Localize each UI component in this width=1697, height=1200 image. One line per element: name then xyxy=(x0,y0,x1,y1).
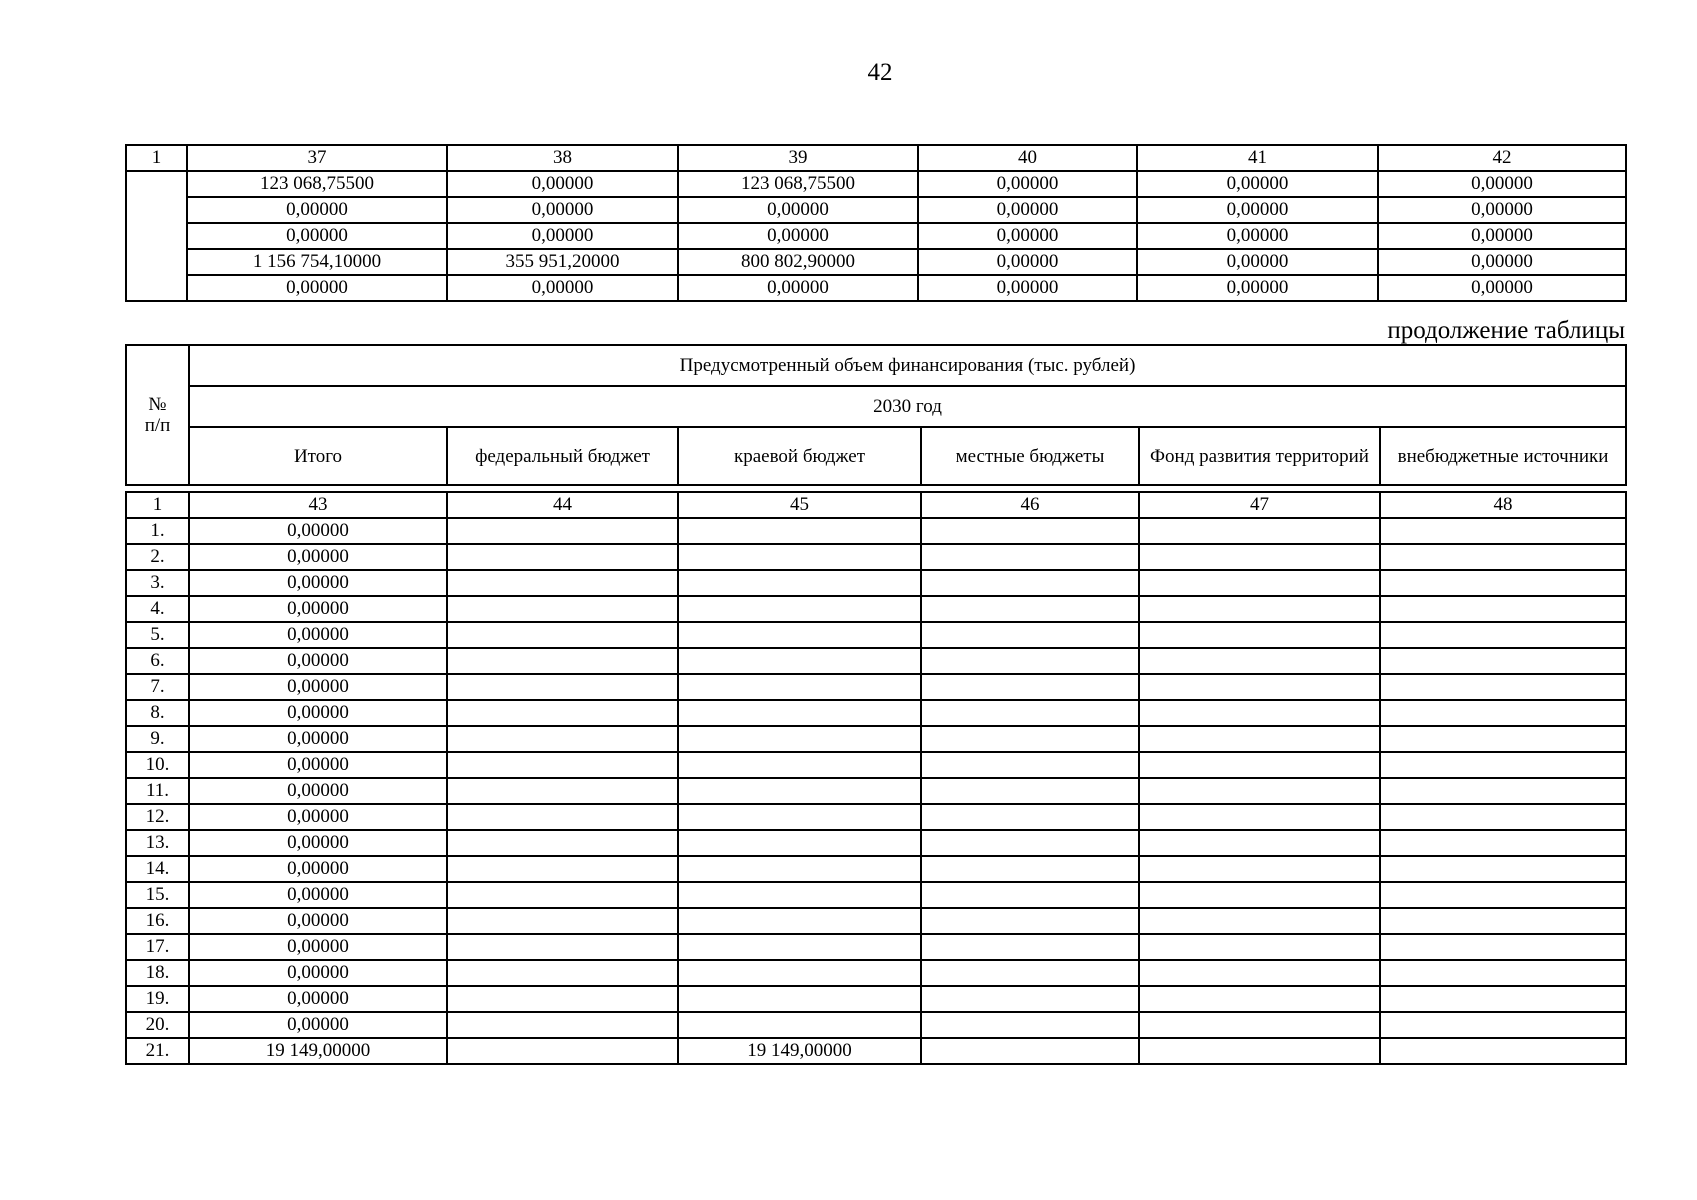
table-cell: 0,00000 xyxy=(189,726,447,752)
data-table xyxy=(125,491,1627,1065)
table-cell: 0,00000 xyxy=(918,249,1137,275)
column-number: 39 xyxy=(678,145,918,171)
table-cell: 0,00000 xyxy=(1378,171,1626,197)
table-cell xyxy=(921,674,1139,700)
table-cell xyxy=(1380,830,1626,856)
table-cell: 0,00000 xyxy=(187,197,447,223)
table-cell: 0,00000 xyxy=(1137,171,1378,197)
table-cell: 0,00000 xyxy=(447,275,678,301)
table-cell xyxy=(447,778,678,804)
table-cell xyxy=(921,856,1139,882)
column-number: 41 xyxy=(1137,145,1378,171)
row-number-cell: 18. xyxy=(126,960,189,986)
table-cell xyxy=(921,518,1139,544)
table-cell: 0,00000 xyxy=(1378,197,1626,223)
table-cell xyxy=(1380,752,1626,778)
table-cell xyxy=(1139,960,1380,986)
table-row xyxy=(126,275,1626,301)
column-number: 47 xyxy=(1139,492,1380,518)
table-cell: 123 068,75500 xyxy=(678,171,918,197)
table-cell xyxy=(678,700,921,726)
table-cell xyxy=(921,882,1139,908)
table-cell: 0,00000 xyxy=(189,648,447,674)
table-cell: 0,00000 xyxy=(187,275,447,301)
table-cell xyxy=(1139,830,1380,856)
table-cell: 0,00000 xyxy=(1137,223,1378,249)
table-cell: 0,00000 xyxy=(189,622,447,648)
table-cell xyxy=(447,622,678,648)
table-cell xyxy=(1139,882,1380,908)
column-header-total: Итого xyxy=(189,427,447,485)
table-cell: 0,00000 xyxy=(189,830,447,856)
header-table xyxy=(125,344,1627,486)
table-row xyxy=(126,778,1626,804)
table-cell xyxy=(447,648,678,674)
table-cell xyxy=(1139,700,1380,726)
table-cell xyxy=(1380,882,1626,908)
table-row xyxy=(126,197,1626,223)
column-number: 46 xyxy=(921,492,1139,518)
table-cell xyxy=(1380,986,1626,1012)
table-cell: 800 802,90000 xyxy=(678,249,918,275)
table-row xyxy=(126,622,1626,648)
table-row xyxy=(126,934,1626,960)
table-row xyxy=(126,882,1626,908)
column-number: 40 xyxy=(918,145,1137,171)
table-row xyxy=(126,570,1626,596)
table-cell xyxy=(921,934,1139,960)
table-row xyxy=(126,1012,1626,1038)
table-cell: 0,00000 xyxy=(187,223,447,249)
table-cell xyxy=(678,856,921,882)
table-cell xyxy=(447,544,678,570)
table-cell xyxy=(1139,596,1380,622)
table-cell: 0,00000 xyxy=(1378,249,1626,275)
table-cell xyxy=(1139,856,1380,882)
row-number-cell: 3. xyxy=(126,570,189,596)
table-cell xyxy=(447,752,678,778)
column-header-territory-fund: Фонд развития территорий xyxy=(1139,427,1380,485)
table-cell xyxy=(447,830,678,856)
column-number: 1 xyxy=(126,145,187,171)
table-row xyxy=(126,171,1626,197)
table-cell xyxy=(1139,986,1380,1012)
table-cell xyxy=(1380,700,1626,726)
table-cell: 0,00000 xyxy=(189,804,447,830)
table-cell: 19 149,00000 xyxy=(189,1038,447,1064)
table-cell xyxy=(678,830,921,856)
table-cell xyxy=(678,908,921,934)
table-cell xyxy=(1139,1038,1380,1064)
year-header: 2030 год xyxy=(189,386,1626,427)
table-cell xyxy=(1139,804,1380,830)
table-cell xyxy=(447,518,678,544)
table-row xyxy=(126,223,1626,249)
table-cell: 0,00000 xyxy=(918,197,1137,223)
column-header-local: местные бюджеты xyxy=(921,427,1139,485)
row-number-cell: 12. xyxy=(126,804,189,830)
table-cell: 0,00000 xyxy=(189,960,447,986)
table-cell xyxy=(678,544,921,570)
table-cell xyxy=(447,882,678,908)
table-cell xyxy=(447,804,678,830)
column-number: 1 xyxy=(126,492,189,518)
table-cell: 19 149,00000 xyxy=(678,1038,921,1064)
table-row xyxy=(126,596,1626,622)
table-row xyxy=(126,908,1626,934)
table-cell xyxy=(921,648,1139,674)
table-cell xyxy=(1139,934,1380,960)
table-cell: 0,00000 xyxy=(678,197,918,223)
top-table-number-row xyxy=(126,145,1626,171)
table-cell xyxy=(678,518,921,544)
table-cell xyxy=(1139,908,1380,934)
table-cell: 0,00000 xyxy=(678,275,918,301)
row-number-cell: 4. xyxy=(126,596,189,622)
table-cell xyxy=(447,960,678,986)
table-cell xyxy=(921,596,1139,622)
table-cell: 0,00000 xyxy=(1137,197,1378,223)
table-cell xyxy=(447,596,678,622)
table-cell xyxy=(678,726,921,752)
top-table xyxy=(125,144,1627,302)
table-cell xyxy=(1139,752,1380,778)
table-cell xyxy=(921,1038,1139,1064)
table-cell xyxy=(921,622,1139,648)
table-cell xyxy=(1380,518,1626,544)
table-cell xyxy=(678,622,921,648)
table-cell: 123 068,75500 xyxy=(187,171,447,197)
column-number: 42 xyxy=(1378,145,1626,171)
table-cell xyxy=(678,934,921,960)
table-cell: 0,00000 xyxy=(189,752,447,778)
column-number: 44 xyxy=(447,492,678,518)
row-number-cell: 14. xyxy=(126,856,189,882)
table-cell xyxy=(447,700,678,726)
table-row xyxy=(126,249,1626,275)
table-cell xyxy=(1380,934,1626,960)
table-cell xyxy=(921,908,1139,934)
table-cell xyxy=(678,752,921,778)
table-cell xyxy=(678,1012,921,1038)
row-number-cell: 8. xyxy=(126,700,189,726)
table-cell: 0,00000 xyxy=(1378,223,1626,249)
table-cell xyxy=(678,960,921,986)
row-number-cell: 5. xyxy=(126,622,189,648)
table-cell: 1 156 754,10000 xyxy=(187,249,447,275)
number-header: № п/п xyxy=(126,345,189,485)
table-cell: 0,00000 xyxy=(189,856,447,882)
table-cell: 0,00000 xyxy=(189,544,447,570)
table-row xyxy=(126,544,1626,570)
table-cell xyxy=(447,908,678,934)
table-cell xyxy=(1380,804,1626,830)
table-cell xyxy=(447,1038,678,1064)
table-cell xyxy=(447,1012,678,1038)
row-number-cell xyxy=(126,171,187,301)
table-cell xyxy=(1139,778,1380,804)
page-number: 42 xyxy=(867,59,893,86)
table-cell: 0,00000 xyxy=(189,778,447,804)
column-number: 38 xyxy=(447,145,678,171)
row-number-cell: 7. xyxy=(126,674,189,700)
table-cell xyxy=(921,960,1139,986)
table-cell xyxy=(1380,1012,1626,1038)
table-cell xyxy=(447,986,678,1012)
table-cell: 0,00000 xyxy=(189,908,447,934)
column-number: 43 xyxy=(189,492,447,518)
table-cell xyxy=(678,674,921,700)
table-cell xyxy=(921,752,1139,778)
table-row xyxy=(126,674,1626,700)
table-row xyxy=(126,986,1626,1012)
table-row xyxy=(126,700,1626,726)
table-row xyxy=(126,960,1626,986)
row-number-cell: 15. xyxy=(126,882,189,908)
table-cell xyxy=(1380,674,1626,700)
row-number-cell: 1. xyxy=(126,518,189,544)
table-row xyxy=(126,830,1626,856)
table-cell xyxy=(447,674,678,700)
table-cell xyxy=(678,986,921,1012)
continuation-label: продолжение таблицы xyxy=(1387,317,1625,344)
table-cell xyxy=(447,570,678,596)
financing-header: Предусмотренный объем финансирования (тыс. рублей) xyxy=(189,345,1626,386)
table-row xyxy=(126,726,1626,752)
table-row xyxy=(126,804,1626,830)
table-cell xyxy=(921,544,1139,570)
row-number-cell: 13. xyxy=(126,830,189,856)
row-number-cell: 21. xyxy=(126,1038,189,1064)
table-cell: 0,00000 xyxy=(447,171,678,197)
table-cell xyxy=(921,804,1139,830)
table-cell xyxy=(1139,570,1380,596)
row-number-cell: 20. xyxy=(126,1012,189,1038)
table-cell xyxy=(1380,544,1626,570)
table-cell xyxy=(921,1012,1139,1038)
table-cell xyxy=(678,596,921,622)
table-cell xyxy=(1380,570,1626,596)
column-header-extrabudgetary: внебюджетные источники xyxy=(1380,427,1626,485)
table-cell: 0,00000 xyxy=(918,171,1137,197)
table-cell xyxy=(678,778,921,804)
table-cell xyxy=(678,804,921,830)
table-cell: 0,00000 xyxy=(1378,275,1626,301)
table-row xyxy=(126,648,1626,674)
table-cell xyxy=(921,778,1139,804)
row-number-cell: 9. xyxy=(126,726,189,752)
table-cell: 0,00000 xyxy=(918,275,1137,301)
table-cell xyxy=(678,648,921,674)
table-cell: 0,00000 xyxy=(1137,249,1378,275)
row-number-cell: 11. xyxy=(126,778,189,804)
table-cell: 0,00000 xyxy=(189,518,447,544)
table-cell xyxy=(921,726,1139,752)
table-cell: 0,00000 xyxy=(1137,275,1378,301)
table-cell xyxy=(921,700,1139,726)
table-cell: 0,00000 xyxy=(189,934,447,960)
table-cell xyxy=(921,986,1139,1012)
table-row xyxy=(126,518,1626,544)
data-table-number-row xyxy=(126,492,1626,518)
table-cell xyxy=(1139,674,1380,700)
column-number: 37 xyxy=(187,145,447,171)
table-cell: 0,00000 xyxy=(189,986,447,1012)
table-cell xyxy=(1380,622,1626,648)
table-cell xyxy=(1380,596,1626,622)
table-cell: 0,00000 xyxy=(189,1012,447,1038)
table-cell xyxy=(1380,856,1626,882)
table-cell xyxy=(447,726,678,752)
table-cell: 355 951,20000 xyxy=(447,249,678,275)
table-cell: 0,00000 xyxy=(447,223,678,249)
table-cell xyxy=(447,856,678,882)
table-cell: 0,00000 xyxy=(678,223,918,249)
data-table-body xyxy=(126,492,1626,1064)
row-number-cell: 6. xyxy=(126,648,189,674)
row-number-cell: 17. xyxy=(126,934,189,960)
table-cell xyxy=(1139,648,1380,674)
column-number: 45 xyxy=(678,492,921,518)
table-row xyxy=(126,1038,1626,1064)
table-cell xyxy=(1380,960,1626,986)
table-row xyxy=(126,856,1626,882)
table-cell: 0,00000 xyxy=(447,197,678,223)
table-cell xyxy=(678,882,921,908)
column-header-regional: краевой бюджет xyxy=(678,427,921,485)
table-cell xyxy=(678,570,921,596)
table-cell xyxy=(1380,908,1626,934)
row-number-cell: 19. xyxy=(126,986,189,1012)
table-cell xyxy=(1380,1038,1626,1064)
table-cell xyxy=(921,570,1139,596)
table-cell: 0,00000 xyxy=(189,570,447,596)
table-cell: 0,00000 xyxy=(189,674,447,700)
row-number-cell: 10. xyxy=(126,752,189,778)
table-cell: 0,00000 xyxy=(189,700,447,726)
top-table-body xyxy=(126,145,1626,301)
table-cell xyxy=(1380,648,1626,674)
row-number-cell: 16. xyxy=(126,908,189,934)
table-cell xyxy=(1380,726,1626,752)
table-cell xyxy=(1139,726,1380,752)
table-cell xyxy=(1380,778,1626,804)
table-cell xyxy=(447,934,678,960)
table-row xyxy=(126,752,1626,778)
row-number-cell: 2. xyxy=(126,544,189,570)
column-number: 48 xyxy=(1380,492,1626,518)
table-cell xyxy=(921,830,1139,856)
table-cell: 0,00000 xyxy=(918,223,1137,249)
table-cell xyxy=(1139,544,1380,570)
table-cell xyxy=(1139,622,1380,648)
table-cell xyxy=(1139,1012,1380,1038)
table-cell xyxy=(1139,518,1380,544)
table-cell: 0,00000 xyxy=(189,596,447,622)
column-header-federal: федеральный бюджет xyxy=(447,427,678,485)
table-cell: 0,00000 xyxy=(189,882,447,908)
